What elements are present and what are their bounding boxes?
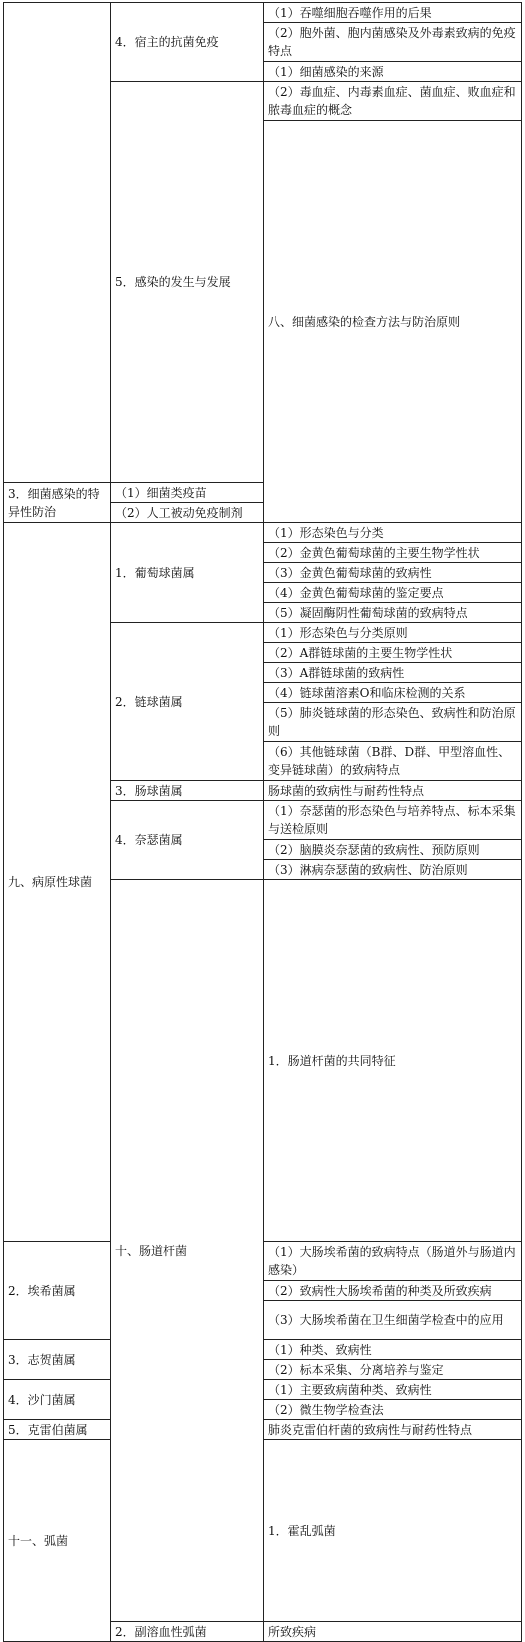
- point-text: （5）凝固酶阴性葡萄球菌的致病特点: [264, 603, 522, 623]
- point-text: （1）细菌类疫苗: [111, 483, 264, 503]
- topic-title: 2．埃希菌属: [4, 1242, 111, 1340]
- topic-title: 5．克雷伯菌属: [4, 1420, 111, 1440]
- point-text: （3）金黄色葡萄球菌的致病性: [264, 563, 522, 583]
- topic-title: 3．肠球菌属: [111, 781, 264, 801]
- point-text: （2）金黄色葡萄球菌的主要生物学性状: [264, 543, 522, 563]
- point-text: （1）奈瑟菌的形态染色与培养特点、标本采集与送检原则: [264, 801, 522, 840]
- point-text: （1）大肠埃希菌的致病特点（肠道外与肠道内感染）: [264, 1242, 522, 1281]
- topic-title: 3．志贺菌属: [4, 1340, 111, 1380]
- point-text: （1）吞噬细胞吞噬作用的后果: [264, 3, 522, 23]
- point-text: 所致疾病: [264, 1622, 522, 1642]
- topic-title: 1．葡萄球菌属: [111, 523, 264, 623]
- unit-title: 八、细菌感染的检查方法与防治原则: [264, 121, 522, 523]
- point-text: 肠球菌的致病性与耐药性特点: [264, 781, 522, 801]
- point-text: 肺炎克雷伯杆菌的致病性与耐药性特点: [264, 1420, 522, 1440]
- unit-title: 十一、弧菌: [4, 1440, 111, 1642]
- unit-title: 十、肠道杆菌: [111, 880, 264, 1622]
- point-text: （2）微生物学检查法: [264, 1400, 522, 1420]
- point-text: （4）金黄色葡萄球菌的鉴定要点: [264, 583, 522, 603]
- point-text: （1）种类、致病性: [264, 1340, 522, 1360]
- topic-title: 3．细菌感染的特异性防治: [4, 483, 111, 523]
- point-text: （2）致病性大肠埃希菌的种类及所致疾病: [264, 1281, 522, 1301]
- topic-title: 2．副溶血性弧菌: [111, 1622, 264, 1642]
- point-text: （3）淋病奈瑟菌的致病性、防治原则: [264, 860, 522, 880]
- point-text: （2）胞外菌、胞内菌感染及外毒素致病的免疫特点: [264, 23, 522, 62]
- point-text: （3）大肠埃希菌在卫生细菌学检查中的应用: [264, 1301, 522, 1340]
- unit-title: [4, 3, 111, 483]
- topic-title: 1．肠道杆菌的共同特征: [264, 880, 522, 1242]
- table-row: [4, 3, 522, 23]
- point-text: （5）肺炎链球菌的形态染色、致病性和防治原则: [264, 703, 522, 742]
- point-text: （2）人工被动免疫制剂: [111, 503, 264, 523]
- point-text: （1）细菌感染的来源: [264, 62, 522, 82]
- topic-title: 5．感染的发生与发展: [111, 82, 264, 483]
- point-text: （1）形态染色与分类原则: [264, 623, 522, 643]
- syllabus-outline-table: [3, 2, 522, 1642]
- point-text: （2）标本采集、分离培养与鉴定: [264, 1360, 522, 1380]
- point-text: （2）A群链球菌的主要生物学性状: [264, 643, 522, 663]
- topic-title: 4．沙门菌属: [4, 1380, 111, 1420]
- point-text: （3）A群链球菌的致病性: [264, 663, 522, 683]
- table-row: [4, 523, 522, 543]
- point-text: （1）主要致病菌种类、致病性: [264, 1380, 522, 1400]
- topic-title: 4．宿主的抗菌免疫: [111, 3, 264, 82]
- topic-title: 2．链球菌属: [111, 623, 264, 781]
- point-text: （6）其他链球菌（B群、D群、甲型溶血性、变异链球菌）的致病特点: [264, 742, 522, 781]
- topic-title: 1．霍乱弧菌: [264, 1440, 522, 1622]
- point-text: （4）链球菌溶素O和临床检测的关系: [264, 683, 522, 703]
- unit-title: 九、病原性球菌: [4, 523, 111, 1242]
- point-text: （2）脑膜炎奈瑟菌的致病性、预防原则: [264, 840, 522, 860]
- point-text: （1）形态染色与分类: [264, 523, 522, 543]
- topic-title: 4．奈瑟菌属: [111, 801, 264, 880]
- point-text: （2）毒血症、内毒素血症、菌血症、败血症和脓毒血症的概念: [264, 82, 522, 121]
